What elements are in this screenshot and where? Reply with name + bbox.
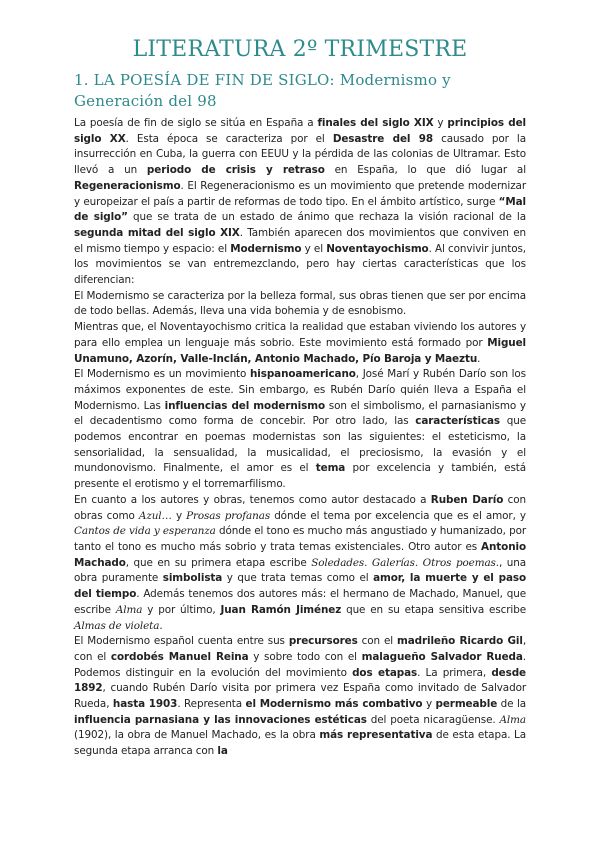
text-run: . También aparecen dos movimientos que conviven en el mismo tiempo y espacio: el xyxy=(74,226,526,255)
text-run: . xyxy=(159,619,163,632)
text-run: El Modernismo es un movimiento xyxy=(74,368,250,381)
text-run: dónde el tema por excelencia que es el amor, y xyxy=(270,509,526,522)
italic-title: Soledades. Galerías. Otros poemas. xyxy=(311,556,499,569)
text-run: que se trata de un estado de ánimo que rechaza la visión racional de la xyxy=(127,211,526,224)
document-body xyxy=(74,116,526,760)
bold-text: hispanoamericano xyxy=(249,368,356,381)
bold-text: malagueño Salvador Rueda xyxy=(361,650,523,663)
text-run: del poeta nicaragüense. xyxy=(366,713,500,726)
text-run: por excelencia y también, está presente el erotismo y el torremarfilismo. xyxy=(74,462,526,491)
text-run: . Representa xyxy=(177,698,246,711)
italic-title: Azul… xyxy=(138,509,172,522)
text-run: . Al convivir juntos, los movimientos se van entremezclando, pero hay ciertas características que los diferencian: xyxy=(74,242,526,287)
text-run: . El Regeneracionismo es un movimiento que pretende modernizar y europeizar el país a partir de reformas de todo tipo. En el ámbito artístico, surge xyxy=(74,179,526,208)
bold-text: segunda mitad del siglo XIX xyxy=(74,226,240,239)
text-run: , que en su primera etapa escribe xyxy=(125,556,312,569)
bold-text: Antonio Machado xyxy=(74,540,526,569)
bold-text: periodo de crisis y retraso xyxy=(146,164,325,177)
bold-text: Modernismo xyxy=(230,242,302,255)
text-run: , con el xyxy=(74,635,527,663)
text-run: y el xyxy=(301,242,327,255)
bold-text: Ruben Darío xyxy=(430,493,504,506)
italic-title: Alma xyxy=(499,713,526,726)
section-heading: 1. LA POESÍA DE FIN DE SIGLO: Modernismo y Generación del 98 xyxy=(74,71,451,110)
bold-text: cordobés Manuel Reina xyxy=(110,650,249,663)
bold-text: Miguel Unamuno, Azorín, Valle-Inclán, Antonio Machado, Pío Baroja y Maeztu xyxy=(74,336,526,365)
bold-text: permeable xyxy=(435,698,498,711)
text-run: En cuanto a los autores y obras, tenemos como autor destacado a xyxy=(74,493,431,506)
bold-text: Noventayochismo xyxy=(326,242,429,255)
bold-text: la xyxy=(217,745,228,758)
italic-title: Prosas profanas xyxy=(186,509,271,522)
text-run: El Modernismo español cuenta entre sus xyxy=(74,635,289,648)
text-run: y xyxy=(433,117,448,129)
bold-text: madrileño Ricardo Gil xyxy=(396,635,523,648)
paragraph xyxy=(74,493,526,634)
italic-title: Cantos de vida y esperanza xyxy=(74,525,216,538)
bold-text: dos etapas xyxy=(352,666,418,679)
text-run: que podemos encontrar en poemas modernistas son las siguientes: el esteticismo, la sensorialidad, la sensualidad, la musicalidad, el preciosismo, la evasión y el mundonovismo. Finalmente, el amor es el xyxy=(74,415,526,475)
text-run: Mientras que, el Noventayochismo critica la realidad que estaban viviendo los autores y para ello emplea un lenguaje más sobrio. Este movimiento está formado por xyxy=(74,321,526,349)
text-run: y xyxy=(171,509,187,522)
bold-text: el Modernismo más combativo xyxy=(245,698,423,711)
text-run: y por último, xyxy=(142,603,221,616)
text-run: con el xyxy=(357,635,397,648)
italic-title: Almas de violeta xyxy=(74,619,160,632)
text-run: . xyxy=(477,352,481,365)
text-run: El Modernismo se caracteriza por la belleza formal, sus obras tienen que ser por encima de todo bellas. Además, lleva una vida bohemia y de esnobismo. xyxy=(74,289,526,318)
bold-text: Juan Ramón Jiménez xyxy=(220,603,342,616)
text-run: y sobre todo con el xyxy=(248,650,362,663)
bold-text: simbolista xyxy=(162,572,223,585)
text-run: que en su etapa sensitiva escribe xyxy=(341,603,526,616)
text-run: en España, lo que dió lugar al xyxy=(324,164,526,177)
text-run: La poesía de fin de siglo se sitúa en España a xyxy=(74,117,318,129)
text-run: y que trata temas como el xyxy=(222,572,374,585)
text-run: , José Marí y Rubén Darío son los máximos exponentes de este. Sin embargo, es Rubén Darío quién lleva a España el Modernismo. Las xyxy=(74,368,526,412)
text-run: (1902), la obra de Manuel Machado, es la obra xyxy=(74,729,320,742)
paragraph xyxy=(74,289,526,320)
bold-text: principios del siglo XX xyxy=(74,117,526,145)
text-run: son el simbolismo, el parnasianismo y el decadentismo como forma de concebir. Por otro lado, las xyxy=(74,399,526,428)
text-run: . Podemos distinguir en la evolución del movimiento xyxy=(74,650,526,679)
text-run: . La primera, xyxy=(417,666,492,679)
bold-text: finales del siglo XIX xyxy=(317,117,434,129)
bold-text: “Mal de siglo” xyxy=(74,195,526,224)
bold-text: amor, la muerte y el paso del tiempo xyxy=(74,572,526,601)
bold-text: hasta 1903 xyxy=(112,698,178,711)
text-run: , cuando Rubén Darío visita por primera vez España como invitado de Salvador Rueda, xyxy=(74,682,526,711)
bold-text: características xyxy=(415,415,501,428)
text-run: causado por la insurrección en Cuba, la guerra con EEUU y la pérdida de las colonias de Ultramar. Esto llevó a un xyxy=(74,132,526,177)
paragraph xyxy=(74,320,526,367)
paragraph xyxy=(74,367,526,493)
bold-text: influencias del modernismo xyxy=(164,399,325,412)
text-run: . Esta época se caracteriza por el xyxy=(125,132,333,145)
bold-text: Desastre del 98 xyxy=(332,132,434,145)
bold-text: precursores xyxy=(288,635,358,648)
text-run: , una obra puramente xyxy=(74,556,526,585)
text-run: de la xyxy=(497,698,527,711)
bold-text: Regeneracionismo xyxy=(74,179,181,192)
bold-text: influencia parnasiana y las innovaciones estéticas xyxy=(74,713,367,726)
paragraph xyxy=(74,634,526,760)
text-run: . Además tenemos dos autores más: el hermano de Machado, Manuel, que escribe xyxy=(74,588,527,616)
text-run: de esta etapa. La segunda etapa arranca con xyxy=(74,729,527,758)
italic-title: Alma xyxy=(115,603,143,616)
bold-text: más representativa xyxy=(319,729,433,742)
text-run: dónde el tono es mucho más angustiado y humanizado, por tanto el tono es mucho más sobrio y trata temas existenciales. Otro autor es xyxy=(74,525,526,553)
text-run: y xyxy=(422,698,436,711)
bold-text: desde 1892 xyxy=(74,666,526,695)
page-title: LITERATURA 2º TRIMESTRE xyxy=(132,37,468,62)
text-run: con obras como xyxy=(74,493,526,522)
paragraph xyxy=(74,116,526,289)
bold-text: tema xyxy=(315,462,346,475)
